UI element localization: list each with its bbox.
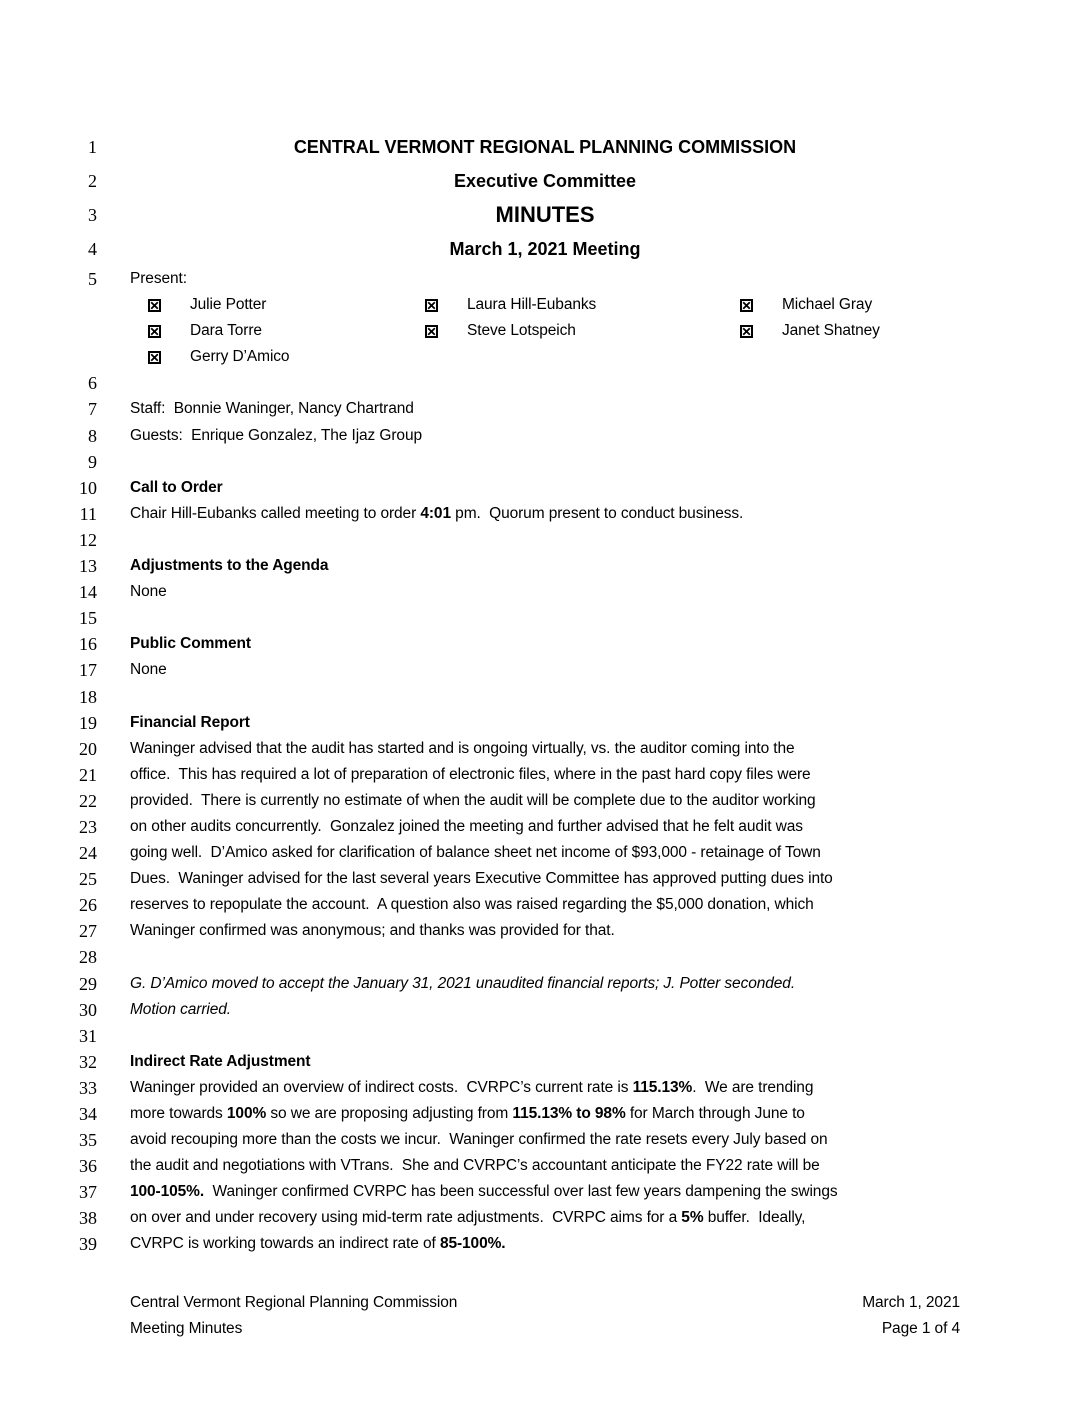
text-run: Executive Committee xyxy=(453,171,637,191)
line-text xyxy=(130,553,960,579)
text-run: Motion carried. xyxy=(130,1000,232,1018)
document-line xyxy=(0,1153,1088,1179)
document-line xyxy=(0,840,1088,866)
attendee-row xyxy=(130,344,960,370)
line-text xyxy=(130,684,960,710)
line-number: 18 xyxy=(79,686,97,707)
line-number: 6 xyxy=(88,373,97,394)
document-line xyxy=(0,475,1088,501)
text-run: Public Comment xyxy=(130,635,251,653)
checkbox-checked-icon xyxy=(425,299,438,312)
line-text xyxy=(130,997,960,1023)
attendee-name: Dara Torre xyxy=(190,322,262,340)
line-number: 27 xyxy=(79,921,97,942)
line-number: 37 xyxy=(79,1182,97,1203)
document-line xyxy=(0,449,1088,475)
attendee-name: Steve Lotspeich xyxy=(467,322,576,340)
attendee-row xyxy=(130,292,960,318)
checkbox-checked-icon xyxy=(740,325,753,338)
line-text xyxy=(130,736,960,762)
text-run: on other audits concurrently. Gonzalez joined the meeting and further advised that he felt audit was xyxy=(130,817,803,835)
document-line xyxy=(0,164,1088,198)
text-run: G. D’Amico moved to accept the January 31, 2021 unaudited financial reports; J. Potter seconded. xyxy=(130,974,796,992)
document-line xyxy=(0,396,1088,422)
line-number: 25 xyxy=(79,869,97,890)
line-number: 15 xyxy=(79,608,97,629)
line-number xyxy=(0,292,97,370)
text-run: provided. There is currently no estimate of when the audit will be complete due to the auditor working xyxy=(130,791,816,809)
attendee-name: Michael Gray xyxy=(782,296,873,314)
document-line xyxy=(0,866,1088,892)
text-run: 115.13% xyxy=(632,1078,693,1096)
text-run: CVRPC is working towards an indirect rate of xyxy=(130,1235,440,1253)
line-text xyxy=(130,971,960,997)
line-number: 34 xyxy=(79,1104,97,1124)
line-number: 19 xyxy=(79,712,97,733)
text-run: buffer. Ideally, xyxy=(703,1209,806,1227)
line-text xyxy=(130,1179,960,1205)
line-number: 17 xyxy=(79,660,97,681)
line-text xyxy=(130,657,960,683)
line-number: 7 xyxy=(88,399,97,420)
footer-right xyxy=(862,1290,960,1342)
line-number: 29 xyxy=(79,973,97,994)
checkbox-checked-icon xyxy=(148,325,161,338)
document-line xyxy=(0,1231,1088,1257)
line-number: 22 xyxy=(79,790,97,811)
document-line xyxy=(0,198,1088,232)
text-run: Financial Report xyxy=(130,713,250,731)
line-text xyxy=(130,788,960,814)
line-text xyxy=(130,1153,960,1179)
document-body xyxy=(0,130,1088,1258)
line-text xyxy=(130,370,960,396)
document-line xyxy=(0,266,1088,292)
text-run: Present: xyxy=(130,270,187,287)
document-line xyxy=(0,232,1088,266)
line-text xyxy=(130,232,960,266)
line-number: 2 xyxy=(88,171,97,191)
line-text xyxy=(130,1049,960,1075)
line-text xyxy=(130,1101,960,1127)
document-line xyxy=(0,1023,1088,1049)
text-run: pm. Quorum present to conduct business. xyxy=(450,504,744,522)
line-number: 12 xyxy=(79,529,97,550)
attendee-name: Laura Hill-Eubanks xyxy=(467,296,597,314)
text-run: avoid recouping more than the costs we incur. Waninger confirmed the rate resets every July based on xyxy=(130,1131,828,1149)
line-number: 31 xyxy=(79,1025,97,1046)
line-text xyxy=(130,266,960,292)
line-text xyxy=(130,918,960,944)
line-number: 21 xyxy=(79,764,97,785)
text-run: office. This has required a lot of preparation of electronic files, where in the past hard copy files were xyxy=(130,765,811,783)
document-line xyxy=(0,918,1088,944)
document-line xyxy=(0,736,1088,762)
document-line xyxy=(0,1179,1088,1205)
document-line xyxy=(0,1075,1088,1101)
line-text xyxy=(130,866,960,892)
text-run: Chair Hill-Eubanks called meeting to order xyxy=(130,504,421,522)
line-text xyxy=(130,164,960,198)
line-text xyxy=(130,475,960,501)
line-number: 5 xyxy=(88,269,97,289)
line-text xyxy=(130,605,960,631)
attendee xyxy=(740,318,880,344)
footer-left xyxy=(130,1290,457,1342)
text-run: Indirect Rate Adjustment xyxy=(130,1052,311,1070)
line-number: 30 xyxy=(79,999,97,1020)
line-number: 32 xyxy=(79,1051,97,1072)
document-line xyxy=(0,971,1088,997)
footer-document-type: Meeting Minutes xyxy=(130,1320,243,1338)
attendee xyxy=(130,292,425,318)
line-text xyxy=(130,1075,960,1101)
text-run: Adjustments to the Agenda xyxy=(130,557,329,575)
attendee-name: Janet Shatney xyxy=(782,322,880,340)
line-number: 28 xyxy=(79,947,97,968)
line-text xyxy=(130,579,960,605)
text-run: Call to Order xyxy=(130,478,223,496)
text-run: on over and under recovery using mid-term rate adjustments. CVRPC aims for a xyxy=(130,1209,682,1227)
attendee-row xyxy=(130,318,960,344)
line-text xyxy=(130,198,960,232)
line-number: 8 xyxy=(88,425,97,446)
line-text xyxy=(130,1205,960,1231)
line-number: 36 xyxy=(79,1156,97,1177)
document-line xyxy=(0,579,1088,605)
line-number: 23 xyxy=(79,816,97,837)
line-text xyxy=(130,762,960,788)
checkbox-checked-icon xyxy=(740,299,753,312)
checkbox-checked-icon xyxy=(148,299,161,312)
document-line xyxy=(0,944,1088,970)
text-run: Waninger advised that the audit has started and is ongoing virtually, vs. the auditor coming into the xyxy=(130,739,795,757)
line-text xyxy=(130,944,960,970)
text-run: 100-105%. xyxy=(130,1183,205,1201)
line-text xyxy=(130,449,960,475)
document-line xyxy=(0,997,1088,1023)
text-run: Waninger confirmed was anonymous; and thanks was provided for that. xyxy=(130,922,615,940)
line-number: 24 xyxy=(79,843,97,864)
line-text xyxy=(130,130,960,164)
attendee xyxy=(740,292,872,318)
attendee xyxy=(425,292,740,318)
line-text xyxy=(130,423,960,449)
line-number: 33 xyxy=(79,1077,97,1098)
attendee-name: Julie Potter xyxy=(190,296,267,314)
line-number: 35 xyxy=(79,1130,97,1151)
document-line xyxy=(0,553,1088,579)
line-text xyxy=(130,396,960,422)
line-text xyxy=(130,1127,960,1153)
text-run: None xyxy=(130,661,167,679)
document-line xyxy=(0,130,1088,164)
attendee-name: Gerry D’Amico xyxy=(190,348,290,366)
document-line xyxy=(0,1049,1088,1075)
document-line xyxy=(0,292,1088,370)
line-number: 39 xyxy=(79,1234,97,1255)
line-text xyxy=(130,501,960,527)
document-line xyxy=(0,1101,1088,1127)
line-number: 10 xyxy=(79,477,97,498)
attendee xyxy=(130,344,425,370)
line-text xyxy=(130,1023,960,1049)
text-run: 5% xyxy=(681,1209,704,1227)
footer-page-number: Page 1 of 4 xyxy=(881,1320,960,1338)
checkbox-checked-icon xyxy=(425,325,438,338)
text-run: the audit and negotiations with VTrans. She and CVRPC’s accountant anticipate the FY22 rate will be xyxy=(130,1157,820,1175)
document-line xyxy=(0,1205,1088,1231)
page-footer xyxy=(130,1290,960,1342)
text-run: so we are proposing adjusting from xyxy=(266,1105,513,1122)
text-run: 85-100%. xyxy=(439,1235,506,1253)
document-line xyxy=(0,423,1088,449)
text-run: Staff: Bonnie Waninger, Nancy Chartrand xyxy=(130,400,414,418)
text-run: for March through June to xyxy=(625,1105,805,1122)
attendee xyxy=(425,318,740,344)
line-number: 11 xyxy=(79,503,97,524)
line-text xyxy=(130,527,960,553)
text-run: Waninger confirmed CVRPC has been successful over last few years dampening the swings xyxy=(204,1183,838,1201)
footer-date: March 1, 2021 xyxy=(862,1294,960,1311)
line-number: 9 xyxy=(88,451,97,472)
text-run: . We are trending xyxy=(692,1078,814,1096)
line-number: 13 xyxy=(79,556,97,577)
text-run: Waninger provided an overview of indirect costs. CVRPC’s current rate is xyxy=(130,1078,633,1096)
text-run: 4:01 xyxy=(420,504,451,522)
document-line xyxy=(0,710,1088,736)
line-number: 16 xyxy=(79,634,97,655)
line-number: 14 xyxy=(79,582,97,603)
document-line xyxy=(0,814,1088,840)
line-text xyxy=(130,631,960,657)
text-run: CENTRAL VERMONT REGIONAL PLANNING COMMISSION xyxy=(293,137,797,157)
attendee xyxy=(130,318,425,344)
document-line xyxy=(0,1127,1088,1153)
text-run: going well. D’Amico asked for clarification of balance sheet net income of $93,000 - retainage of Town xyxy=(130,844,821,862)
line-text xyxy=(130,814,960,840)
line-number: 1 xyxy=(88,137,97,157)
line-text xyxy=(130,1231,960,1257)
text-run: Dues. Waninger advised for the last several years Executive Committee has approved putting dues into xyxy=(130,870,833,888)
document-line xyxy=(0,762,1088,788)
document-line xyxy=(0,788,1088,814)
text-run: more towards xyxy=(130,1105,227,1122)
line-text xyxy=(130,710,960,736)
text-run: reserves to repopulate the account. A question also was raised regarding the $5,000 donation, which xyxy=(130,896,814,914)
document-line xyxy=(0,527,1088,553)
line-number: 4 xyxy=(88,239,97,259)
line-text xyxy=(130,892,960,918)
line-number: 38 xyxy=(79,1208,97,1229)
document-line xyxy=(0,631,1088,657)
document-line xyxy=(0,605,1088,631)
line-number: 20 xyxy=(79,738,97,759)
attendee-grid xyxy=(130,292,960,370)
footer-organization: Central Vermont Regional Planning Commission xyxy=(130,1294,458,1311)
text-run: 100% xyxy=(226,1105,267,1122)
text-run: Guests: Enrique Gonzalez, The Ijaz Group xyxy=(130,426,422,444)
document-line xyxy=(0,657,1088,683)
document-line xyxy=(0,684,1088,710)
text-run: March 1, 2021 Meeting xyxy=(449,239,641,259)
text-run: None xyxy=(130,583,167,601)
text-run: MINUTES xyxy=(495,202,595,227)
line-number: 26 xyxy=(79,895,97,916)
document-line xyxy=(0,501,1088,527)
line-number: 3 xyxy=(88,205,97,225)
checkbox-checked-icon xyxy=(148,351,161,364)
document-line xyxy=(0,892,1088,918)
text-run: 115.13% to 98% xyxy=(512,1105,626,1122)
document-line xyxy=(0,370,1088,396)
line-text xyxy=(130,840,960,866)
